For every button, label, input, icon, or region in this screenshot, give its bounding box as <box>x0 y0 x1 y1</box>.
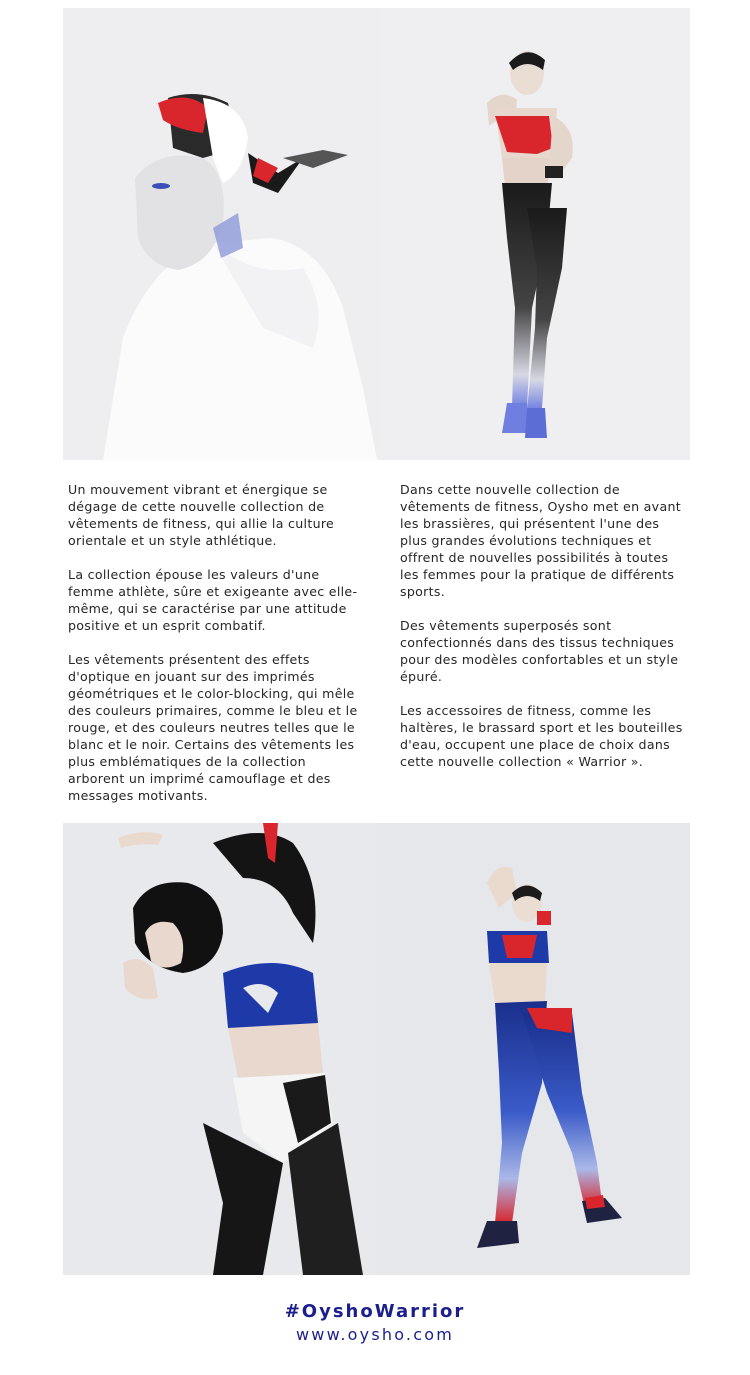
photo-model-red-bra-black-leggings <box>377 8 690 460</box>
photo-model-blue-top-ponytail <box>63 823 377 1275</box>
text-column-left <box>68 481 366 821</box>
hashtag-link[interactable]: #OyshoWarrior <box>284 1301 466 1322</box>
paragraph: Les vêtements présentent des effets d'optique en jouant sur des imprimés géométriques et le color-blocking, qui mêle des couleurs primaires, comme le bleu et le rouge, et des couleurs neutres telles que le blanc et le noir. Certains des vêtements les plus emblématiques de la collection arborent un imprimé camouflage et des messages motivants. <box>68 652 358 803</box>
paragraph: La collection épouse les valeurs d'une femme athlète, sûre et exigeante avec elle-même, qui se caractérise par une attitude positive et un esprit combatif. <box>68 567 358 633</box>
paragraph: Un mouvement vibrant et énergique se dégage de cette nouvelle collection de vêtements de fitness, qui allie la culture orientale et un style athlétique. <box>68 482 335 548</box>
text-column-right <box>400 481 690 787</box>
photo-model-white-hoodie <box>63 8 377 460</box>
paragraph: Les accessoires de fitness, comme les haltères, le brassard sport et les bouteilles d'eau, occupent une place de choix dans cette nouvelle collection « Warrior ». <box>400 703 683 769</box>
paragraph: Dans cette nouvelle collection de vêtements de fitness, Oysho met en avant les brassières, qui présentent l'une des plus grandes évolutions techniques et offrent de nouvelles possibilités à toutes les femmes pour la pratique de différents sports. <box>400 482 681 599</box>
photo-model-red-blue-set <box>377 823 690 1275</box>
paragraph: Des vêtements superposés sont confectionnés dans des tissus techniques pour des modèles confortables et un style épuré. <box>400 618 679 684</box>
website-link[interactable]: www.oysho.com <box>296 1325 454 1344</box>
